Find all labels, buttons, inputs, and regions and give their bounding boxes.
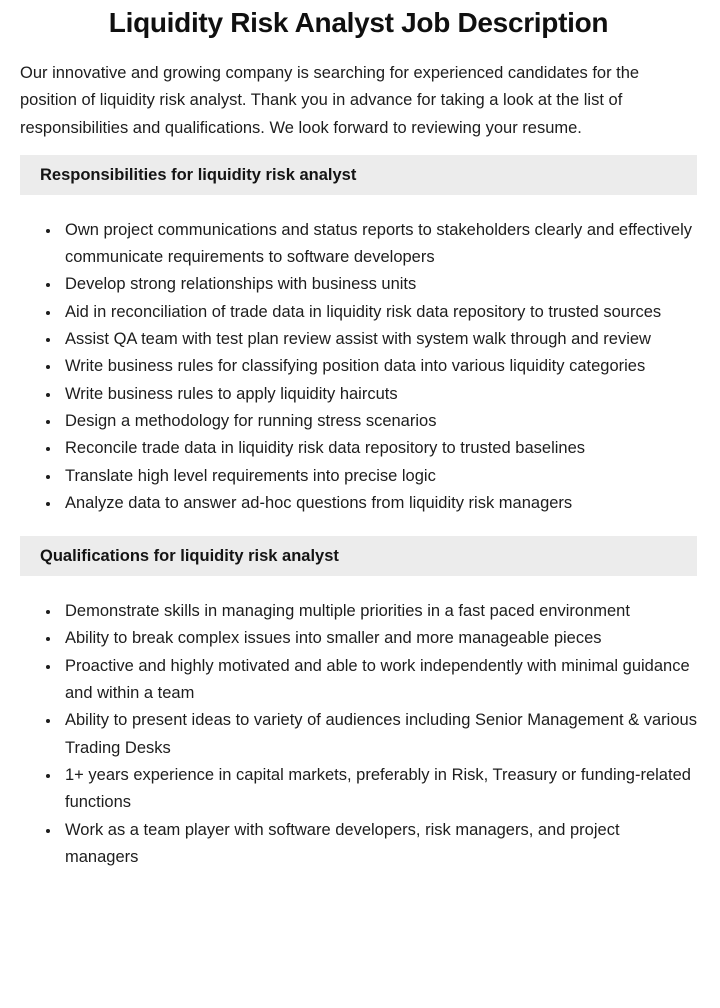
document-page [0, 6, 720, 871]
list-item: • Translate high level requirements into precise logic [61, 463, 697, 490]
list-item: • Write business rules for classifying position data into various liquidity categories [61, 353, 697, 380]
list-item: • Assist QA team with test plan review assist with system walk through and review [61, 326, 697, 353]
list-item: • Reconcile trade data in liquidity risk data repository to trusted baselines [61, 435, 697, 462]
responsibilities-list [20, 217, 697, 517]
list-item: • Analyze data to answer ad-hoc questions from liquidity risk managers [61, 490, 697, 517]
responsibilities-heading: Responsibilities for liquidity risk analyst [40, 165, 357, 184]
list-item: • Ability to break complex issues into smaller and more manageable pieces [61, 625, 697, 652]
list-item: • Work as a team player with software developers, risk managers, and project managers [61, 817, 697, 872]
list-item: • Proactive and highly motivated and able to work independently with minimal guidance and within a team [61, 653, 697, 708]
page-title: Liquidity Risk Analyst Job Description [108, 7, 609, 38]
section-heading-bar-qualifications [20, 536, 697, 576]
list-item: • Aid in reconciliation of trade data in liquidity risk data repository to trusted sources [61, 299, 697, 326]
list-item: • Design a methodology for running stress scenarios [61, 408, 697, 435]
qualifications-heading: Qualifications for liquidity risk analyst [40, 547, 339, 566]
list-item: • Develop strong relationships with business units [61, 271, 697, 298]
list-item: • Write business rules to apply liquidity haircuts [61, 381, 697, 408]
section-heading-bar-responsibilities [20, 155, 697, 195]
list-item: • Demonstrate skills in managing multiple priorities in a fast paced environment [61, 598, 697, 625]
list-item: • 1+ years experience in capital markets, preferably in Risk, Treasury or funding-related functions [61, 762, 697, 817]
list-item: • Ability to present ideas to variety of audiences including Senior Management & various Trading Desks [61, 707, 697, 762]
list-item: • Own project communications and status reports to stakeholders clearly and effectively communicate requirements to software developers [61, 217, 697, 272]
qualifications-list [20, 598, 697, 871]
intro-paragraph: Our innovative and growing company is searching for experienced candidates for the position of liquidity risk analyst. Thank you in advance for taking a look at the list of responsibilities and qualifications. We look forward to reviewing your resume. [20, 64, 640, 137]
